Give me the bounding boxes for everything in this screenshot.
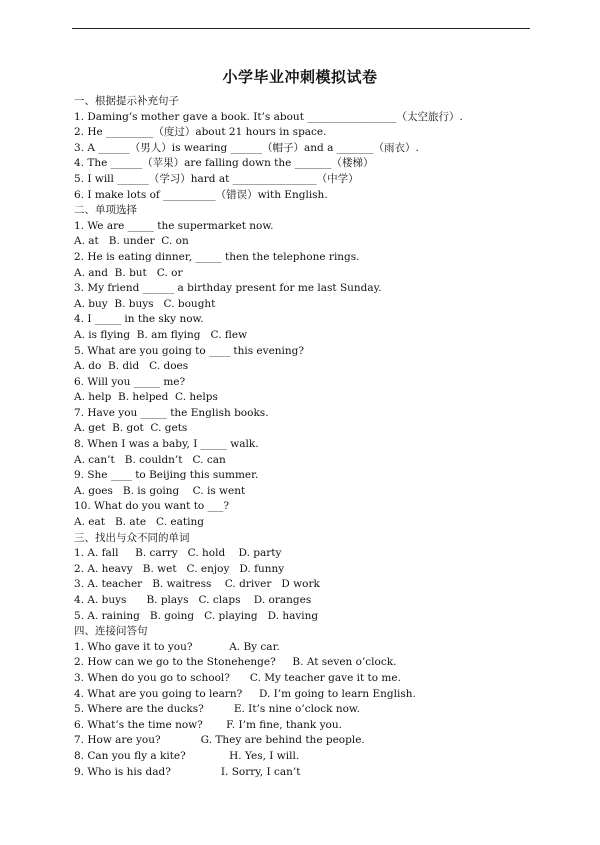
question-line: A. can’t B. couldn’t C. can (74, 453, 226, 466)
question-line: 1. A. fall B. carry C. hold D. party (74, 547, 282, 560)
question-line: 10. What do you want to ___? (74, 500, 229, 513)
question-line: 4. The ______（苹果）are falling down the _______（楼梯） (74, 157, 374, 170)
question-line: A. and B. but C. or (74, 266, 183, 279)
question-line: 9. She ____ to Beijing this summer. (74, 469, 259, 482)
exam-content (74, 94, 574, 780)
question-line: 5. Where are the ducks? E. It’s nine o’clock now. (74, 703, 361, 716)
section-heading: 四、连接问答句 (74, 625, 148, 638)
question-line: 3. A ______（男人）is wearing ______（帽子）and a _______（雨衣）. (74, 141, 419, 154)
question-line: A. eat B. ate C. eating (74, 516, 204, 529)
question-line: 1. We are _____ the supermarket now. (74, 219, 274, 232)
question-line: 2. A. heavy B. wet C. enjoy D. funny (74, 562, 285, 575)
question-line: 1. Daming’s mother gave a book. It’s about _________________（太空旅行）. (74, 110, 463, 123)
question-line: A. goes B. is going C. is went (74, 484, 246, 497)
section-heading: 三、找出与众不同的单词 (74, 531, 190, 544)
question-line: 6. I make lots of __________（错误）with English. (74, 188, 328, 201)
question-line: 2. He is eating dinner, _____ then the telephone rings. (74, 250, 360, 263)
question-line: 1. Who gave it to you? A. By car. (74, 640, 280, 653)
question-line: 8. When I was a baby, I _____ walk. (74, 438, 259, 451)
question-line: 2. He _________（度过）about 21 hours in space. (74, 126, 327, 139)
question-line: 6. Will you _____ me? (74, 375, 186, 388)
section-heading: 一、根据提示补充句子 (74, 95, 179, 107)
page-title: 小学毕业冲刺模拟试卷 (222, 68, 378, 86)
question-line: A. at B. under C. on (74, 235, 189, 248)
question-line: 5. A. raining B. going C. playing D. having (74, 609, 319, 622)
question-line: 7. How are you? G. They are behind the people. (74, 734, 365, 747)
question-line: 4. A. buys B. plays C. claps D. oranges (74, 594, 312, 606)
question-line: 5. What are you going to ____ this evening? (74, 344, 305, 357)
question-line: 2. How can we go to the Stonehenge? B. At seven o’clock. (74, 656, 397, 669)
question-line: A. do B. did C. does (74, 360, 189, 373)
question-line: A. help B. helped C. helps (74, 391, 218, 404)
question-line: A. is flying B. am flying C. flew (74, 328, 248, 341)
question-line: 6. What’s the time now? F. I’m fine, thank you. (74, 718, 342, 731)
question-line: 7. Have you _____ the English books. (74, 406, 269, 419)
question-line: A. get B. got C. gets (74, 422, 188, 435)
question-line: 8. Can you fly a kite? H. Yes, I will. (74, 749, 300, 762)
question-line: 9. Who is his dad? I. Sorry, I can’t (74, 765, 301, 778)
question-line: 4. I _____ in the sky now. (74, 313, 204, 326)
question-line: 3. My friend ______ a birthday present for me last Sunday. (74, 282, 382, 295)
question-line: 3. A. teacher B. waitress C. driver D work (74, 578, 320, 591)
question-line: 4. What are you going to learn? D. I’m going to learn English. (74, 687, 416, 700)
header-rule (72, 28, 530, 29)
question-line: 3. When do you go to school? C. My teacher gave it to me. (74, 671, 401, 684)
question-line: 5. I will ______（学习）hard at ________________（中学） (74, 172, 359, 185)
section-heading: 二、单项选择 (74, 204, 137, 217)
question-line: A. buy B. buys C. bought (74, 297, 216, 310)
